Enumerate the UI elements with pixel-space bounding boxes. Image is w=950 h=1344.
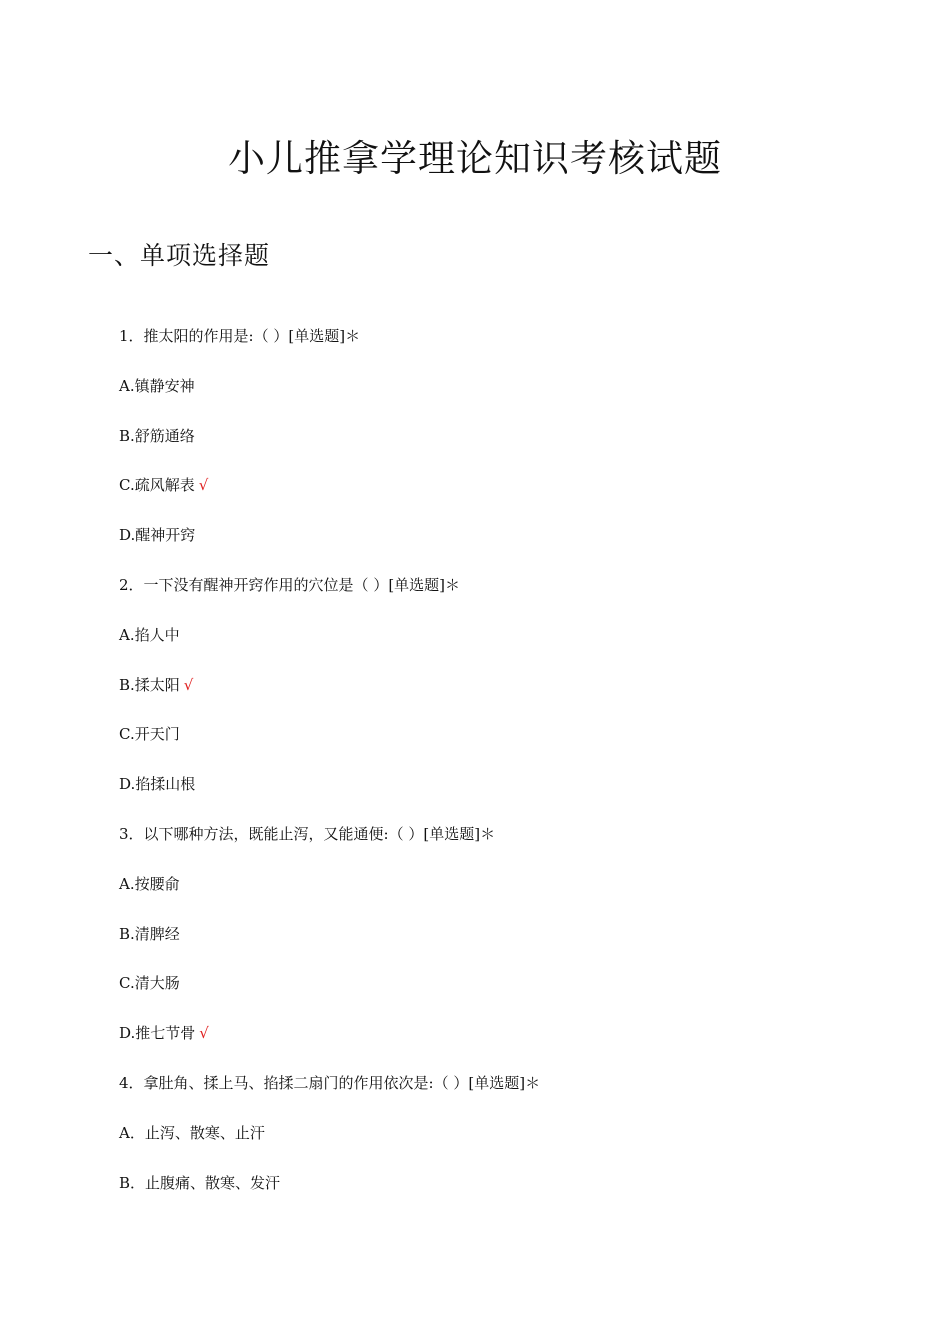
answer-option: A.掐人中 [119, 625, 180, 644]
answer-option: D.推七节骨 √ [119, 1024, 209, 1043]
question-stem: 3．以下哪种方法，既能止泻，又能通便:（ ）[单选题]＊ [119, 824, 496, 843]
answer-option: C.开天门 [119, 725, 180, 744]
answer-option: B．止腹痛、散寒、发汗 [119, 1173, 281, 1192]
question-stem: 4．拿肚角、揉上马、掐揉二扇门的作用依次是:（ ）[单选题]＊ [119, 1073, 541, 1092]
answer-option: B.揉太阳 √ [119, 675, 194, 694]
answer-option: A．止泻、散寒、止汗 [119, 1123, 265, 1142]
question-list [119, 322, 879, 1218]
answer-option: C.疏风解表 √ [119, 476, 209, 495]
correct-check-icon: √ [199, 1024, 209, 1043]
correct-check-icon: √ [198, 476, 209, 495]
correct-check-icon: √ [183, 675, 194, 694]
answer-option: C.清大肠 [119, 974, 180, 993]
answer-option: D.醒神开窍 [119, 526, 196, 545]
question-stem: 2．一下没有醒神开窍作用的穴位是（ ）[单选题]＊ [119, 575, 461, 594]
section-heading: 一、单项选择题 [88, 241, 271, 270]
question-stem: 1．推太阳的作用是:（ ）[单选题]＊ [119, 327, 361, 345]
answer-option: B.清脾经 [119, 924, 180, 943]
answer-option: D.掐揉山根 [119, 775, 196, 794]
answer-option: B.舒筋通络 [119, 426, 195, 445]
document-title: 小儿推拿学理论知识考核试题 [228, 137, 722, 180]
answer-option: A.按腰俞 [119, 874, 180, 893]
answer-option: A.镇静安神 [119, 376, 195, 395]
